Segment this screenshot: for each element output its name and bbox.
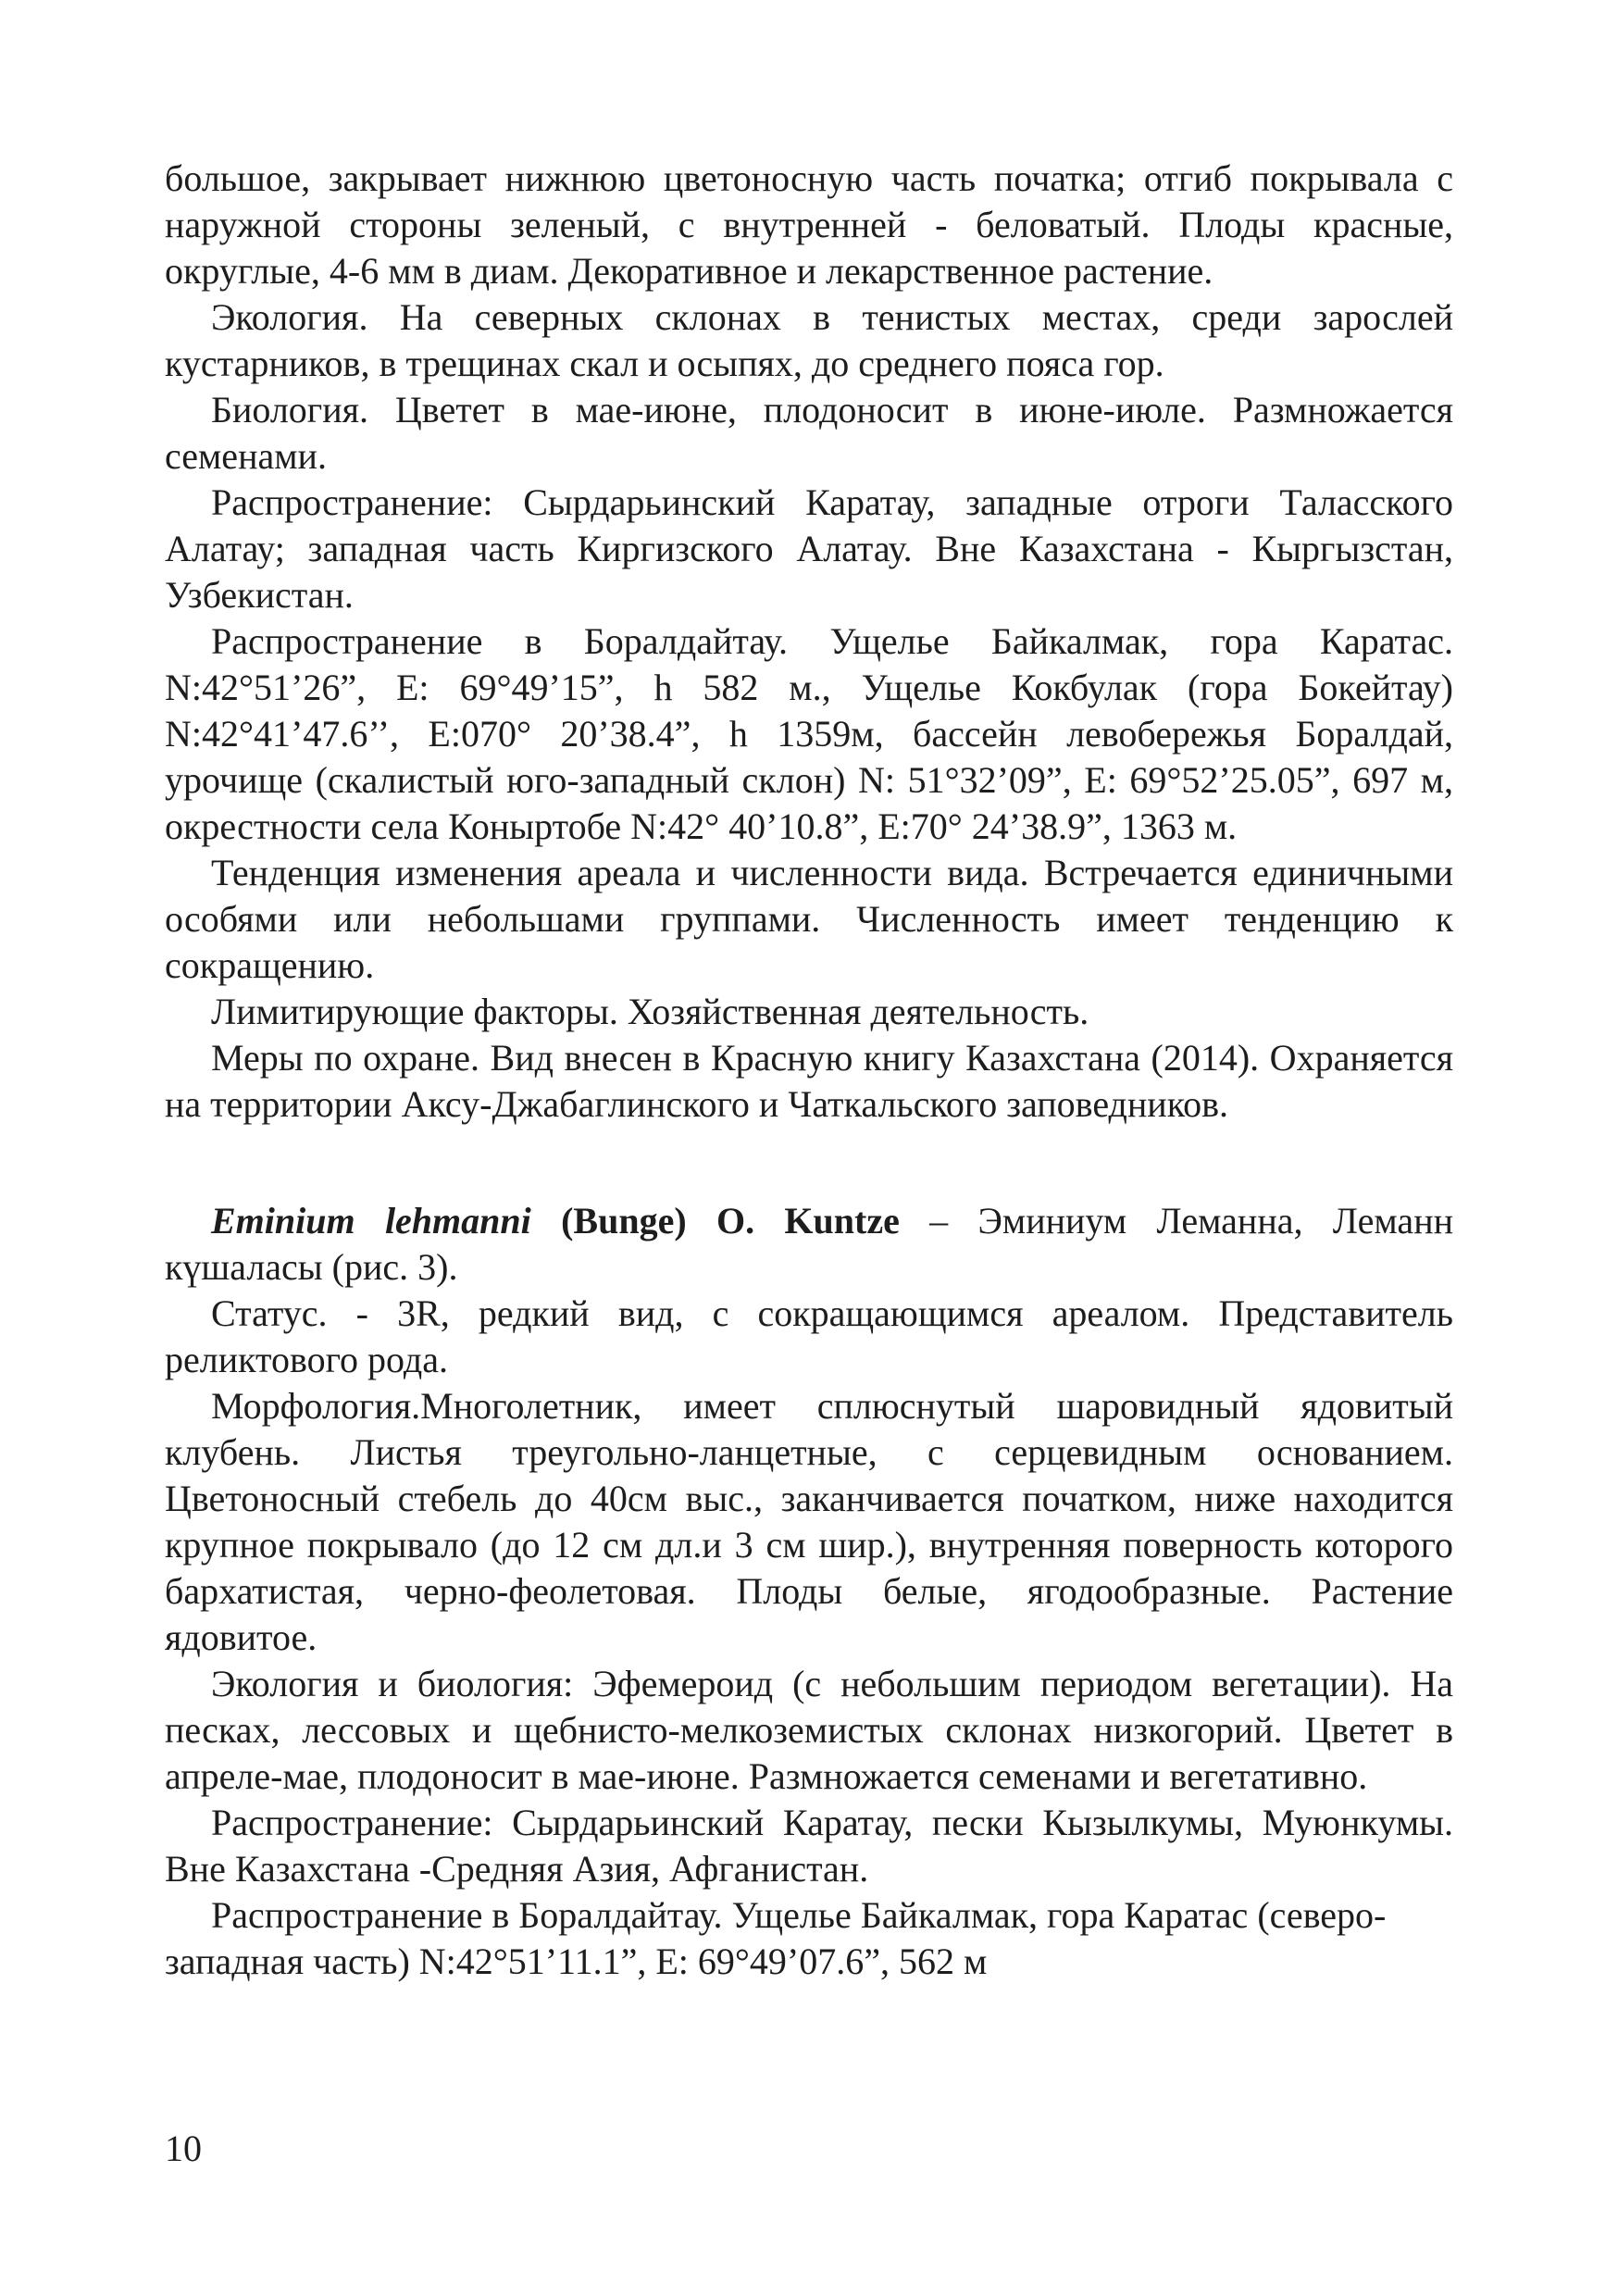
species-latin-name: Eminium lehmanni xyxy=(211,1200,531,1242)
paragraph-status: Статус. - 3R, редкий вид, с сокращающимся ареалом. Представитель реликтового рода. xyxy=(165,1292,1453,1380)
paragraph-trend: Тенденция изменения ареала и численности вида. Встречается единичными особями или небольшами группами. Численность имеет тенденцию к сокращению. xyxy=(165,852,1453,986)
species-author: (Bunge) O. Kuntze xyxy=(561,1200,900,1242)
paragraph-biology: Биология. Цветет в мае-июне, плодоносит в июне-июле. Размножается семенами. xyxy=(165,389,1453,477)
species-heading xyxy=(165,1198,1453,1291)
paragraph-protection: Меры по охране. Вид внесен в Красную книгу Казахстана (2014). Охраняется на территории Аксу-Джабаглинского и Чаткальского заповедников. xyxy=(165,1037,1453,1125)
page-number: 10 xyxy=(165,2128,202,2169)
page-body xyxy=(165,156,1453,1985)
paragraph-distribution: Распространение: Сырдарьинский Каратау, западные отроги Таласского Алатау; западная часть Киргизского Алатау. Вне Казахстана - Кыргызстан, Узбекистан. xyxy=(165,481,1453,616)
paragraph-distribution-boraldaytau: Распространение в Боралдайтау. Ущелье Байкалмак, гора Каратас. N:42°51’26”, E: 69°49’15”, h 582 м., Ущелье Кокбулак (гора Бокейтау) N:42°41’47.6’’, E:070° 20’38.4”, h 1359м, бассейн левобережья Боралдай, урочище (скалистый юго-западный склон) N: 51°32’09”, E: 69°52’25.05”, 697 м, окрестности села Коныртобе N:42° 40’10.8”, E:70° 24’38.9”, 1363 м. xyxy=(165,620,1453,847)
paragraph-morphology: Морфология.Многолетник, имеет сплюснутый шаровидный ядовитый клубень. Листья треугольно-ланцетные, с серцевидным основанием. Цветоносный стебель до 40см выс., заканчивается початком, ниже находится крупное покрывало (до 12 см дл.и 3 см шир.), внутренняя поверность которого бархатистая, черно-феолетовая. Плоды белые, ягодообразные. Растение ядовитое. xyxy=(165,1385,1453,1658)
paragraph-distribution-2: Распространение: Сырдарьинский Каратау, пески Кызылкумы, Муюнкумы. Вне Казахстана -Средняя Азия, Афганистан. xyxy=(165,1802,1453,1890)
paragraph-ecology: Экология. На северных склонах в тенистых местах, среди зарослей кустарников, в трещинах скал и осыпях, до среднего пояса гор. xyxy=(165,296,1453,384)
paragraph-ecology-biology: Экология и биология: Эфемероид (с небольшим периодом вегетации). На песках, лессовых и щебнисто-мелкоземистых склонах низкогорий. Цветет в апреле-мае, плодоносит в мае-июне. Размножается семенами и вегетативно. xyxy=(165,1663,1453,1797)
paragraph-distribution-boraldaytau-2: Распространение в Боралдайтау. Ущелье Байкалмак, гора Каратас (северо-западная часть) N:42°51’11.1”, E: 69°49’07.6”, 562 м xyxy=(165,1894,1387,1982)
paragraph-limiting-factors: Лимитирующие факторы. Хозяйственная деятельность. xyxy=(211,991,1089,1032)
paragraph-intro: большое, закрывает нижнюю цветоносную часть початка; отгиб покрывала с наружной стороны зеленый, с внутренней - беловатый. Плоды красные, округлые, 4-6 мм в диам. Декоративное и лекарственное растение. xyxy=(165,157,1453,292)
section-gap xyxy=(165,1128,1453,1198)
species-common-name: – Эминиум Леманна, Леманн күшаласы (рис. 3). xyxy=(165,1200,1453,1288)
